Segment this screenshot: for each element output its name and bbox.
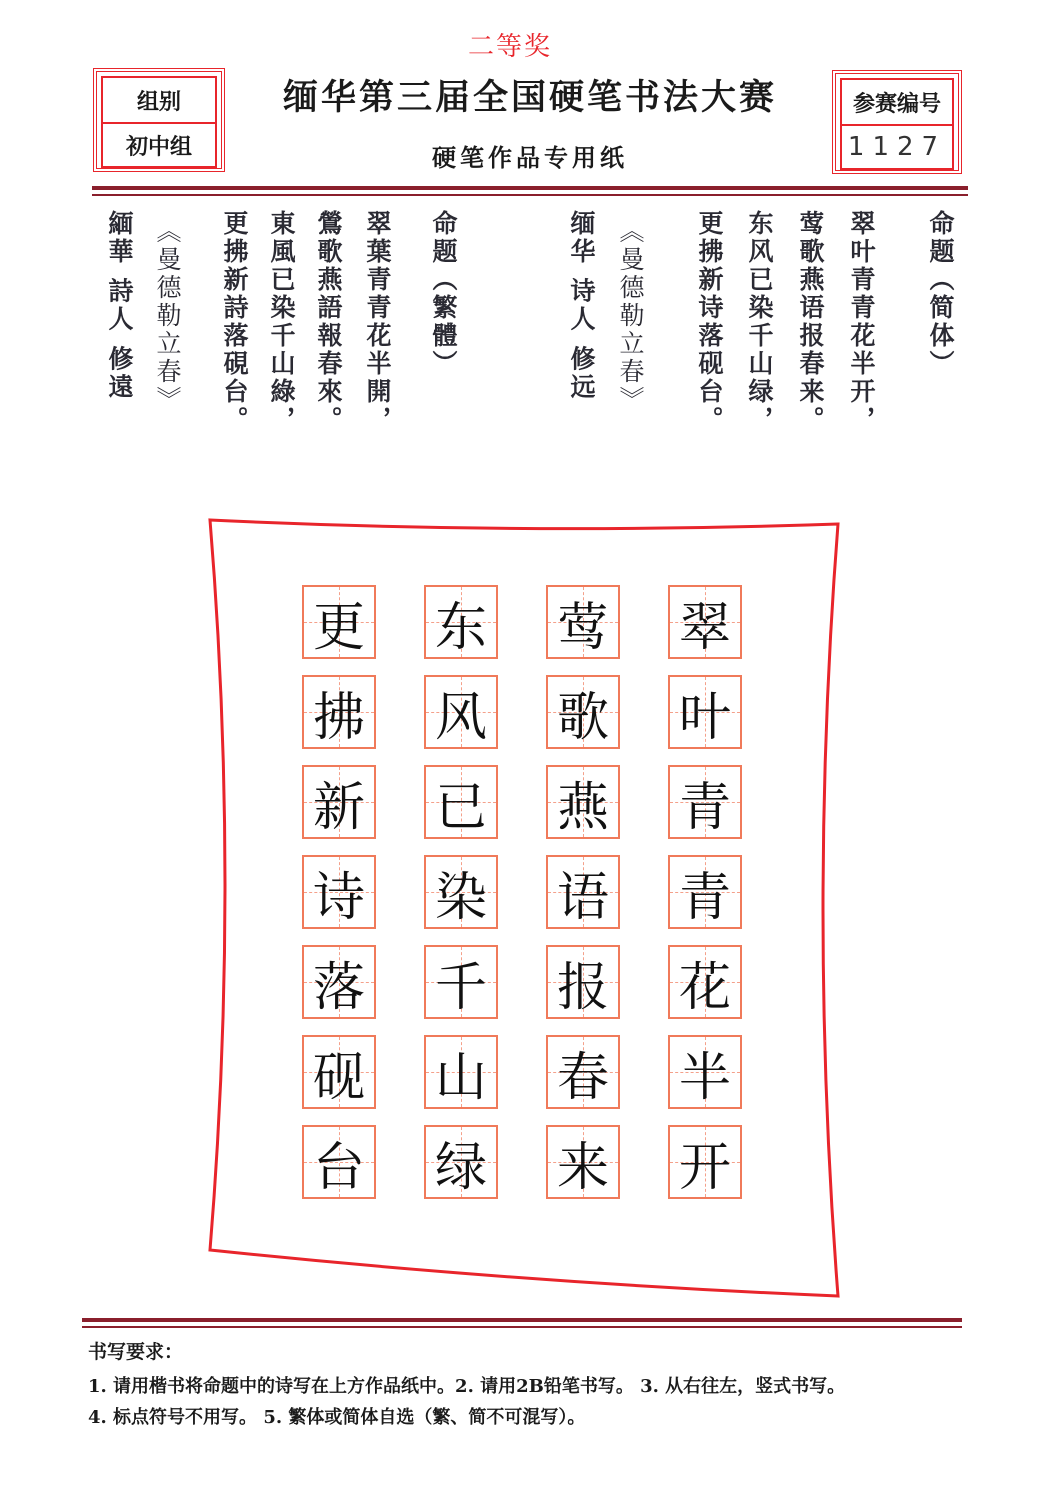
artwork-char: 叶 bbox=[668, 675, 742, 749]
artwork-column-1 bbox=[668, 585, 742, 1215]
artwork-char: 千 bbox=[424, 945, 498, 1019]
artwork-char: 报 bbox=[546, 945, 620, 1019]
prompt-simplified-author: 缅华 诗人 修远 bbox=[567, 210, 596, 402]
artwork-column-4 bbox=[302, 585, 376, 1215]
requirements-title: 书写要求： bbox=[88, 1341, 184, 1363]
award-label: 二等奖 bbox=[467, 32, 552, 62]
prompt-traditional-line-3: 東風已染千山綠， bbox=[267, 210, 296, 434]
artwork-char: 落 bbox=[302, 945, 376, 1019]
artwork-char: 诗 bbox=[302, 855, 376, 929]
artwork-char: 砚 bbox=[302, 1035, 376, 1109]
footer-rule bbox=[82, 1318, 962, 1322]
requirements-line-2: 4. 标点符号不用写。 5. 繁体或简体自选（繁、简不可混写）。 bbox=[88, 1407, 586, 1428]
artwork-char: 歌 bbox=[546, 675, 620, 749]
artwork-char: 东 bbox=[424, 585, 498, 659]
entry-label: 参赛编号 bbox=[840, 78, 954, 124]
group-label: 组别 bbox=[101, 76, 217, 122]
entry-value: 1127 bbox=[840, 124, 954, 170]
artwork-column-3 bbox=[424, 585, 498, 1215]
footer-rule-thin bbox=[82, 1326, 962, 1328]
artwork-char: 染 bbox=[424, 855, 498, 929]
prompt-traditional-line-4: 更拂新詩落硯台。 bbox=[220, 210, 249, 434]
prompt-simplified-heading: 命题（简体） bbox=[926, 210, 955, 378]
artwork-char: 半 bbox=[668, 1035, 742, 1109]
page-subtitle: 硬笔作品专用纸 bbox=[432, 143, 628, 172]
artwork-char: 台 bbox=[302, 1125, 376, 1199]
artwork-char: 新 bbox=[302, 765, 376, 839]
artwork-char: 青 bbox=[668, 765, 742, 839]
prompt-simplified-poem-title: 《曼德勒立春》 bbox=[616, 218, 645, 414]
artwork-char: 拂 bbox=[302, 675, 376, 749]
prompt-simplified-line-4: 更拂新诗落砚台。 bbox=[695, 210, 724, 434]
artwork-char: 已 bbox=[424, 765, 498, 839]
requirements-line-1: 1. 请用楷书将命题中的诗写在上方作品纸中。2. 请用2B铅笔书写。 3. 从右往左，竖式书写。 bbox=[88, 1376, 846, 1397]
prompt-simplified-line-2: 莺歌燕语报春来。 bbox=[796, 210, 825, 434]
prompt-traditional-line-2: 鶯歌燕語報春來。 bbox=[314, 210, 343, 434]
page-title: 缅华第三届全国硬笔书法大赛 bbox=[282, 77, 777, 118]
artwork-char: 青 bbox=[668, 855, 742, 929]
prompt-simplified-line-3: 东风已染千山绿， bbox=[745, 210, 774, 434]
artwork-char: 开 bbox=[668, 1125, 742, 1199]
artwork-char: 更 bbox=[302, 585, 376, 659]
artwork-char: 春 bbox=[546, 1035, 620, 1109]
artwork-char: 莺 bbox=[546, 585, 620, 659]
artwork-char: 花 bbox=[668, 945, 742, 1019]
artwork-char: 燕 bbox=[546, 765, 620, 839]
artwork-char: 翠 bbox=[668, 585, 742, 659]
prompt-traditional-heading: 命题（繁體） bbox=[429, 210, 458, 378]
artwork-char: 绿 bbox=[424, 1125, 498, 1199]
artwork-column-2 bbox=[546, 585, 620, 1215]
artwork-char: 语 bbox=[546, 855, 620, 929]
prompt-simplified-line-1: 翠叶青青花半开， bbox=[847, 210, 876, 434]
prompt-traditional-author: 緬華 詩人 修遠 bbox=[105, 210, 134, 402]
group-value: 初中组 bbox=[101, 122, 217, 168]
artwork-char: 风 bbox=[424, 675, 498, 749]
artwork-char: 来 bbox=[546, 1125, 620, 1199]
artwork-char: 山 bbox=[424, 1035, 498, 1109]
prompt-traditional-line-1: 翠葉青青花半開， bbox=[363, 210, 392, 434]
prompt-traditional-poem-title: 《曼德勒立春》 bbox=[153, 218, 182, 414]
